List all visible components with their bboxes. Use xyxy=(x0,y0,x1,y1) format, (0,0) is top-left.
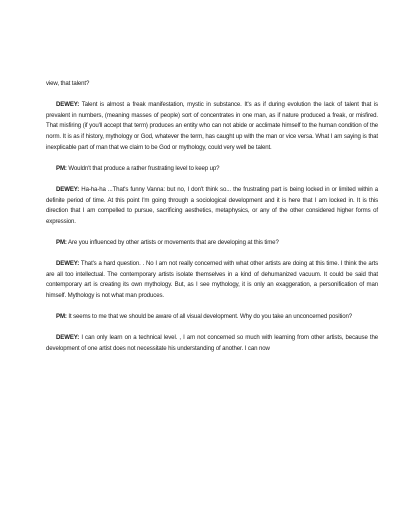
paragraph-text: I can only learn on a technical level. , I am not concerned so much with learning from other artists, because the development of one artist does not necessitate his understanding of another. I can now xyxy=(46,334,378,352)
paragraph-text: That's a hard question. . No I am not really concerned with what other artists are doing at this time. I think the arts are all too intellectual. The contemporary artists isolate themselves in a kind of dehumanized vacuum. It could be said that contemporary art is creating its own mythology. But, as I see mythology, it is only an exaggeration, a personification of man himself. Mythology is not what man produces. xyxy=(46,260,378,299)
paragraph-dewey-talent xyxy=(46,100,378,153)
speaker-label: DEWEY: xyxy=(56,101,80,109)
paragraph-pm-question-3 xyxy=(46,312,378,323)
speaker-label: PM: xyxy=(56,313,67,321)
speaker-label: DEWEY: xyxy=(56,260,80,268)
paragraph-text: Are you influenced by other artists or movements that are developing at this time? xyxy=(66,238,279,246)
speaker-label: DEWEY: xyxy=(56,334,80,342)
interview-text xyxy=(46,79,378,365)
paragraph-dewey-learning xyxy=(46,333,378,354)
speaker-label: DEWEY: xyxy=(56,185,80,193)
paragraph-text: It seems to me that we should be aware of all visual development. Why do you take an unconcerned position? xyxy=(66,313,353,321)
paragraph-text: Ha-ha-ha ...That's funny Vanna: but no, I don't think so... the frustrating part is being locked in or limited within a definite period of time. At this point I'm going through a sociological development and it is here that I am locked in. It is this direction that I am compelled to pursue, sacrificing aesthetics, metaphysics, or any of the other considered higher forms of expression. xyxy=(46,185,378,225)
paragraph-pm-question-2 xyxy=(46,238,378,249)
paragraph-text: Wouldn't that produce a rather frustrating level to keep up? xyxy=(66,164,220,172)
paragraph-text: Talent is almost a freak manifestation, mystic in substance. It's as if during evolution the lack of talent that is prevalent in numbers, (meaning masses of people) sort of concentrates in one man, as if nature produced a freak, or misfired. That misfiring (if you'll accept that term) produces an entity who can not abide or acclimate himself to the human condition of the norm. It is as if history, mythology or God, whatever the term, has caught up with the man or vice versa. What I am saying is that inexplicable part of man that we claim to be God or mythology, could very well be talent. xyxy=(46,101,378,151)
paragraph-dewey-influence xyxy=(46,259,378,301)
speaker-label: PM: xyxy=(56,238,67,246)
paragraph-text: view, that talent? xyxy=(46,80,90,87)
speaker-label: PM: xyxy=(56,164,67,172)
paragraph-continuation xyxy=(46,79,378,90)
paragraph-dewey-frustration xyxy=(46,185,378,227)
paragraph-pm-question-1 xyxy=(46,164,378,175)
